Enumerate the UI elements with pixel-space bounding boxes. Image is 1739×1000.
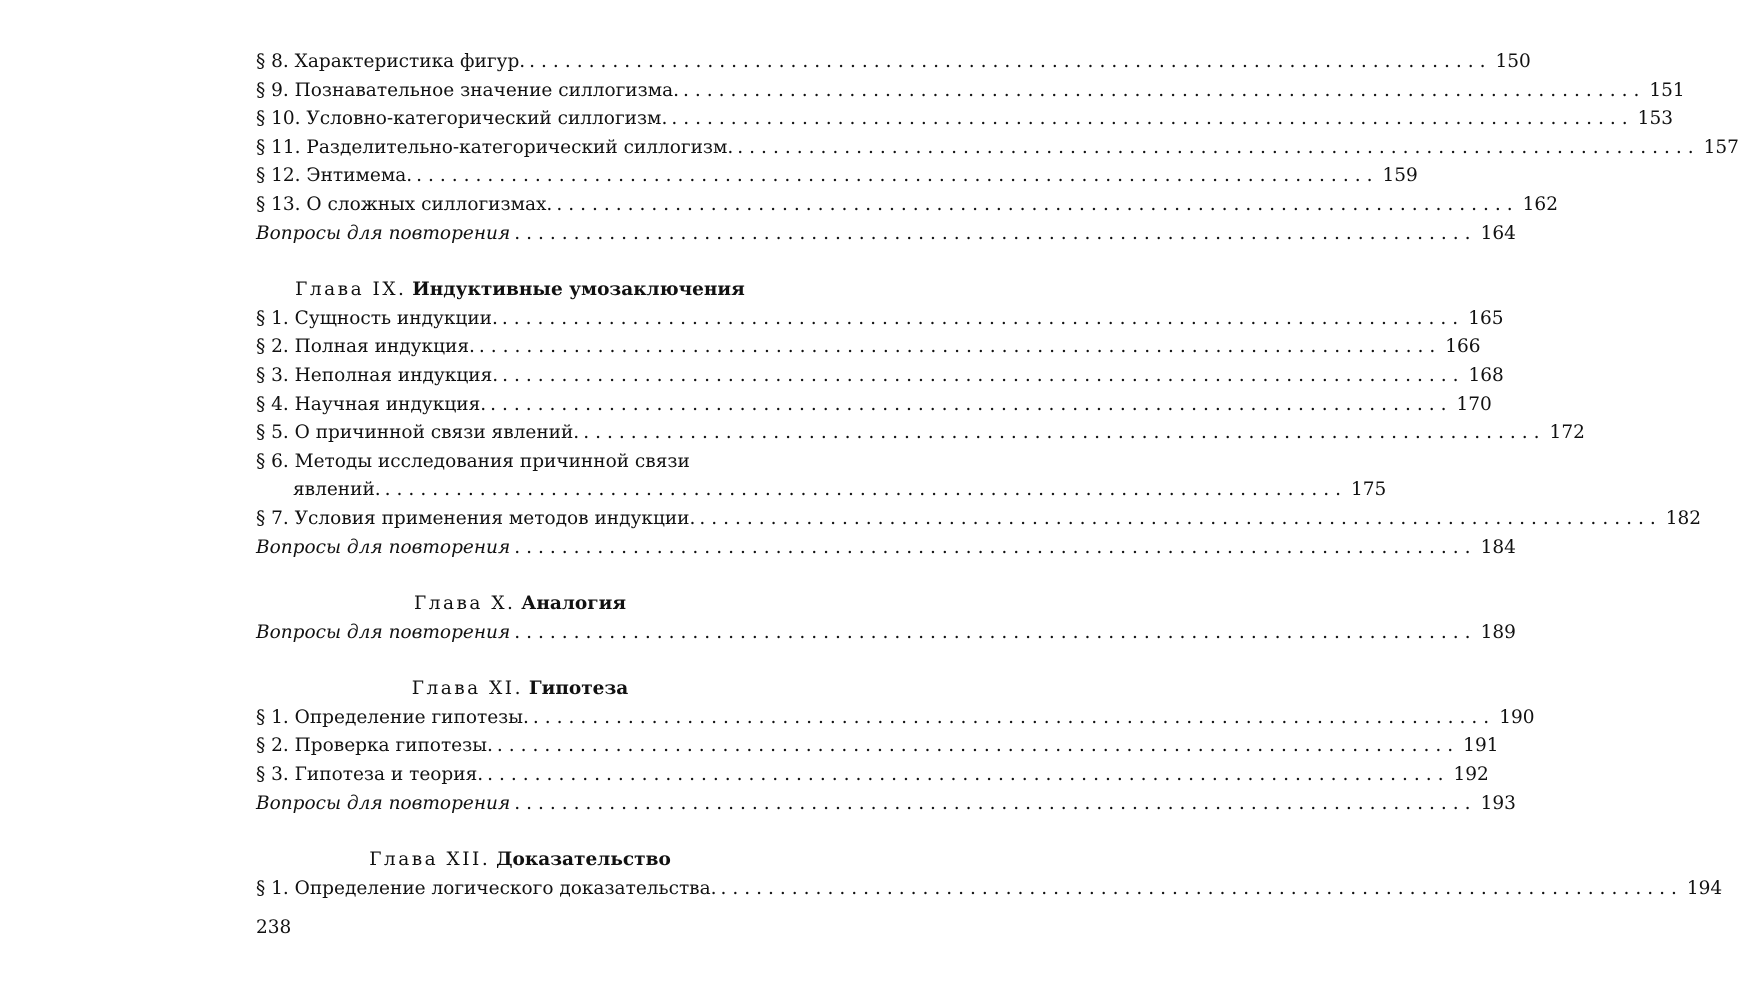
toc-entry-title: § 9. Познавательное значение силлогизма.	[256, 79, 679, 101]
spacer	[256, 562, 784, 590]
toc-leader-dots: .................................................................................	[583, 422, 1546, 444]
toc-entry-page: 162	[1522, 193, 1558, 215]
chapter-heading	[256, 276, 784, 305]
toc-block	[256, 846, 1723, 903]
toc-leader-dots: .................................................................................	[514, 222, 1477, 244]
toc-entry-page: 194	[1686, 877, 1723, 899]
toc-entry-title: § 1. Сущность индукции.	[256, 307, 498, 329]
toc-entry-page: 164	[1480, 222, 1516, 244]
toc-leader-dots: .................................................................................	[502, 364, 1465, 386]
spacer	[256, 647, 784, 675]
toc-entry-review	[256, 619, 1516, 648]
toc-entry	[256, 105, 1673, 134]
toc-leader-dots: .................................................................................	[529, 51, 1492, 72]
toc-entry-page: 166	[1445, 336, 1481, 358]
chapter-heading	[256, 675, 784, 704]
toc-entry-page: 165	[1468, 307, 1504, 329]
toc-entry-title: § 12. Энтимема.	[256, 165, 413, 187]
toc-entry-page: 168	[1468, 364, 1504, 386]
toc-entry-page: 192	[1453, 764, 1489, 786]
chapter-number: Глава XI.	[411, 678, 523, 700]
toc-entry-title: Вопросы для повторения	[256, 222, 511, 244]
chapter-title: Индуктивные умозаключения	[412, 279, 745, 301]
toc-entry-review	[256, 220, 1516, 249]
toc-leader-dots: .................................................................................	[683, 79, 1646, 101]
toc-block	[256, 48, 1739, 248]
toc-entry-title: § 6. Методы исследования причинной связи	[256, 450, 690, 472]
toc-entry-title: § 3. Гипотеза и теория.	[256, 764, 484, 786]
toc-entry-title: § 8. Характеристика фигур.	[256, 51, 526, 72]
toc-entry	[256, 505, 1702, 534]
toc-entry	[256, 134, 1739, 163]
toc-entry-title: § 3. Неполная индукция.	[256, 364, 499, 386]
toc-entry	[256, 191, 1558, 220]
toc-entry-title: § 13. О сложных силлогизмах.	[256, 193, 553, 215]
toc-entry	[256, 162, 1418, 191]
toc-entry-title-continued: явлений.	[293, 479, 381, 501]
toc-entry-multiline	[256, 448, 1387, 505]
toc-leader-dots: .................................................................................	[532, 706, 1496, 728]
toc-entry-page: 170	[1456, 393, 1492, 415]
spacer	[256, 248, 784, 276]
chapter-title: Гипотеза	[528, 678, 629, 700]
chapter-heading	[256, 846, 784, 875]
toc-entry-title: Вопросы для повторения	[256, 792, 511, 814]
toc-entry-title: § 5. О причинной связи явлений.	[256, 422, 580, 444]
toc-leader-dots: .................................................................................	[496, 735, 1460, 757]
toc-entry	[256, 391, 1492, 420]
toc-entry-review	[256, 534, 1516, 563]
toc-entry-page: 189	[1480, 621, 1516, 643]
toc-entry	[256, 305, 1504, 334]
toc-leader-dots: .................................................................................	[720, 877, 1683, 899]
spacer	[256, 818, 784, 846]
toc-entry-title: § 1. Определение гипотезы.	[256, 706, 529, 728]
table-of-contents	[256, 48, 1739, 903]
toc-entry-continuation	[256, 476, 1387, 505]
toc-entry	[256, 333, 1481, 362]
toc-leader-dots: .................................................................................	[514, 536, 1477, 558]
toc-entry	[256, 48, 1531, 77]
toc-entry-page: 193	[1480, 792, 1516, 814]
toc-entry-page: 150	[1495, 51, 1531, 72]
toc-entry-title: Вопросы для повторения	[256, 536, 511, 558]
toc-entry-title: § 2. Проверка гипотезы.	[256, 735, 493, 757]
toc-block	[256, 590, 1516, 647]
toc-entry	[256, 732, 1499, 761]
toc-leader-dots: .................................................................................	[514, 792, 1477, 814]
toc-entry	[256, 761, 1489, 790]
page-number: 238	[256, 917, 292, 938]
toc-leader-dots: .................................................................................	[556, 193, 1519, 215]
toc-entry	[256, 419, 1585, 448]
toc-block	[256, 276, 1702, 562]
toc-leader-dots: .................................................................................	[699, 507, 1662, 529]
toc-block	[256, 675, 1535, 818]
toc-entry-page: 190	[1499, 706, 1535, 728]
chapter-number: Глава IX.	[295, 279, 407, 301]
toc-entry-title: § 2. Полная индукция.	[256, 336, 475, 358]
toc-entry-page: 172	[1549, 422, 1585, 444]
toc-entry-review	[256, 790, 1516, 819]
toc-leader-dots: .................................................................................	[514, 621, 1477, 643]
chapter-title: Аналогия	[521, 593, 627, 615]
toc-entry-page: 153	[1637, 108, 1673, 130]
toc-entry	[256, 362, 1504, 391]
chapter-number: Глава X.	[413, 593, 516, 615]
toc-leader-dots: .................................................................................	[478, 336, 1442, 358]
toc-entry-page: 184	[1480, 536, 1516, 558]
toc-entry	[256, 77, 1685, 106]
toc-entry-title: § 10. Условно-категорический силлогизм.	[256, 108, 668, 130]
toc-entry-page: 151	[1649, 79, 1685, 101]
chapter-number: Глава XII.	[369, 849, 491, 871]
toc-entry-page: 175	[1351, 479, 1387, 501]
toc-entry-title: § 1. Определение логического доказательства.	[256, 877, 717, 899]
toc-entry	[256, 875, 1723, 904]
toc-leader-dots: .................................................................................	[416, 165, 1379, 187]
toc-leader-dots: .................................................................................	[487, 764, 1450, 786]
toc-leader-dots: .................................................................................	[490, 393, 1453, 415]
toc-leader-dots: .................................................................................	[384, 479, 1348, 501]
toc-entry-page: 159	[1382, 165, 1418, 187]
toc-entry-title: § 7. Условия применения методов индукции.	[256, 507, 696, 529]
toc-leader-dots: .................................................................................	[737, 136, 1700, 158]
toc-entry-title: § 11. Разделительно-категорический силлогизм.	[256, 136, 734, 158]
toc-entry	[256, 704, 1535, 733]
chapter-heading	[256, 590, 784, 619]
toc-leader-dots: .................................................................................	[501, 307, 1465, 329]
chapter-title: Доказательство	[496, 849, 671, 871]
toc-entry-page: 182	[1665, 507, 1702, 529]
toc-entry-title: Вопросы для повторения	[256, 621, 511, 643]
toc-leader-dots: .................................................................................	[671, 108, 1634, 130]
toc-entry-page: 157	[1703, 136, 1739, 158]
toc-entry-page: 191	[1463, 735, 1499, 757]
toc-entry-title: § 4. Научная индукция.	[256, 393, 487, 415]
